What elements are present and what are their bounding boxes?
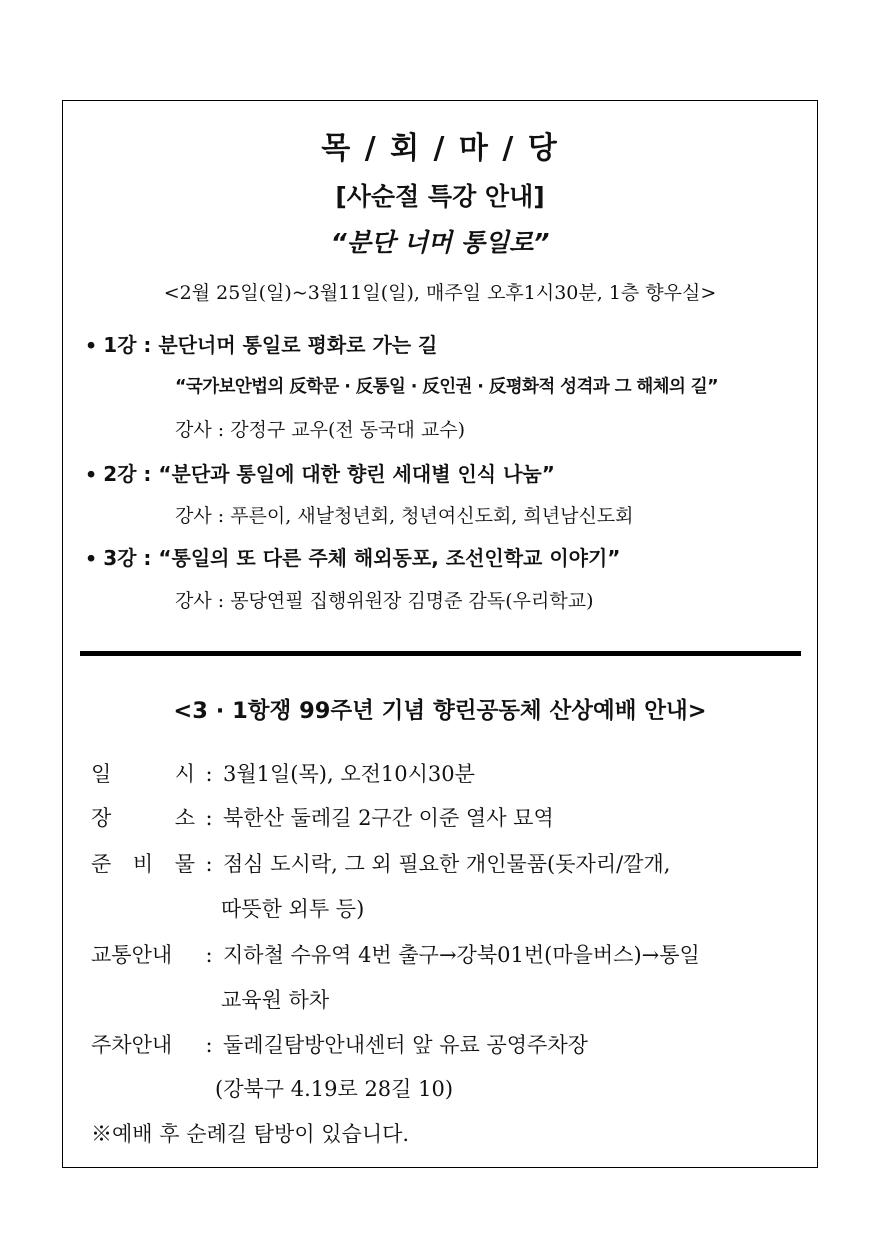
service-title: <3 · 1항쟁 99주년 기념 향린공동체 산상예배 안내>: [173, 698, 707, 724]
row-colon: :: [205, 762, 213, 786]
lecture-1-speaker: 강사 : 강정구 교우(전 동국대 교수): [175, 419, 466, 441]
service-row-transport: [91, 939, 700, 969]
row-colon: :: [205, 806, 213, 830]
bullet: •: [85, 548, 98, 570]
service-row-transport-cont: 교육원 하차: [221, 988, 330, 1012]
lecture-1-heading: [85, 329, 807, 358]
bullet: •: [85, 335, 98, 357]
row-value: 점심 도시락, 그 외 필요한 개인물품(돗자리/깔개,: [223, 852, 671, 876]
service-row-supplies-cont: 따뜻한 외투 등): [221, 897, 365, 921]
row-label: 준 비 물: [91, 852, 195, 876]
lecture-3-title: 3강 : “통일의 또 다른 주체 해외동포, 조선인학교 이야기”: [103, 546, 621, 570]
service-row-parking-cont: (강북구 4.19로 28길 10): [215, 1077, 454, 1101]
bullet: •: [85, 464, 98, 486]
lecture-2-title: 2강 : “분단과 통일에 대한 향린 세대별 인식 나눔”: [103, 462, 555, 486]
section-divider: [80, 651, 801, 656]
lecture-1-title: 1강 : 분단너머 통일로 평화로 가는 길: [103, 333, 438, 357]
page-title: 목 / 회 / 마 / 당: [321, 131, 559, 166]
lecture-series-slogan: “분단 너머 통일로”: [330, 228, 550, 257]
row-label: 교통안내: [91, 943, 173, 967]
row-label: 주차안내: [91, 1033, 173, 1057]
lecture-schedule: <2월 25일(일)~3월11일(일), 매주일 오후1시30분, 1층 향우실>: [163, 282, 717, 304]
row-value: 북한산 둘레길 2구간 이준 열사 묘역: [223, 806, 554, 830]
lecture-1-topic: “국가보안법의 反학문 · 反통일 · 反인권 · 反평화적 성격과 그 해체의 길”: [175, 377, 718, 397]
service-note: ※예배 후 순례길 탐방이 있습니다.: [91, 1122, 410, 1146]
lecture-2-speaker: 강사 : 푸른이, 새날청년회, 청년여신도회, 희년남신도회: [175, 505, 634, 527]
row-label: 일 시: [91, 762, 195, 786]
service-row-place: [91, 802, 554, 832]
lecture-3-heading: [85, 542, 807, 571]
lecture-3-speaker: 강사 : 몽당연필 집행위원장 김명준 감독(우리학교): [175, 590, 594, 612]
row-colon: :: [205, 1033, 213, 1057]
row-label: 장 소: [91, 806, 195, 830]
row-colon: :: [205, 852, 213, 876]
service-row-supplies: [91, 848, 670, 878]
row-value: 지하철 수유역 4번 출구→강북01번(마을버스)→통일: [223, 943, 700, 967]
row-value: 3월1일(목), 오전10시30분: [223, 762, 475, 786]
lecture-2-heading: [85, 458, 807, 487]
notice-frame: [62, 100, 818, 1168]
row-colon: :: [205, 943, 213, 967]
service-row-time: [91, 758, 475, 788]
page-subtitle: [사순절 특강 안내]: [335, 182, 545, 211]
service-row-parking: [91, 1029, 588, 1059]
row-value: 둘레길탐방안내센터 앞 유료 공영주차장: [223, 1033, 588, 1057]
